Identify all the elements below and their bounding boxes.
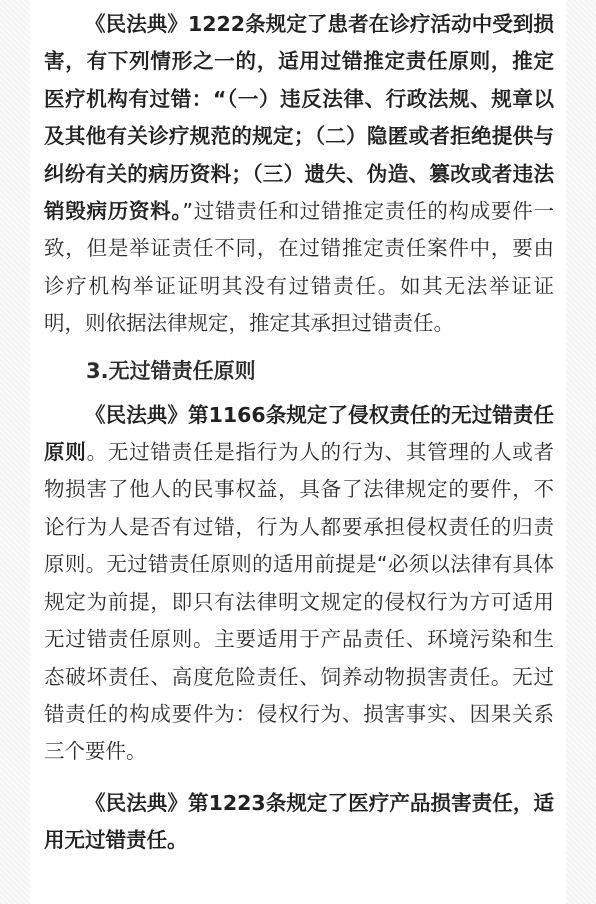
paragraph-text: 。无过错责任是指行为人的行为、其管理的人或者物损害了他人的民事权益，具备了法律规定的要件，不论行为人是否有过错，行为人都要承担侵权责任的归责原则。无过错责任原则的适用前提是“必须以法律有具体规定为前提，即只有法律明文规定的侵权行为方可适用无过错责任原则。主要适用于产品责任、环境污染和生态破坏责任、高度危险责任、饲养动物损害责任。无过错责任的构成要件为：侵权行为、损害事实、因果关系三个要件。	[44, 440, 555, 764]
paragraph-bold-text: 《民法典》第1223条规定了医疗产品损害责任，适用无过错责任。	[44, 790, 554, 853]
paragraph-presumed-fault	[44, 6, 554, 343]
paragraph-bold-text: 《民法典》第1166条规定了侵权责任的无过错责任原则	[44, 402, 554, 465]
article-page	[30, 0, 566, 904]
section-heading: 3.无过错责任原则	[86, 358, 256, 383]
page-left-margin	[0, 0, 30, 904]
paragraph-gap	[44, 771, 554, 785]
paragraph-bold-text: 《民法典》1222条规定了患者在诊疗活动中受到损害，有下列情形之一的，适用过错推定责任原则，推定医疗机构有过错：“（一）违反法律、行政法规、规章以及其他有关诊疗规范的规定；（二）隐匿或者拒绝提供与纠纷有关的病历资料；（三）遗失、伪造、篡改或者违法销毁病历资料。	[44, 12, 554, 224]
page-right-margin	[566, 0, 596, 904]
paragraph-medical-product	[44, 785, 554, 860]
paragraph-no-fault	[44, 397, 554, 771]
paragraph-text: ”过错责任和过错推定责任的构成要件一致，但是举证责任不同，在过错推定责任案件中，要由诊疗机构举证证明其没有过错责任。如其无法举证证明，则依据法律规定，推定其承担过错责任。	[44, 199, 554, 336]
article-body	[30, 0, 566, 860]
